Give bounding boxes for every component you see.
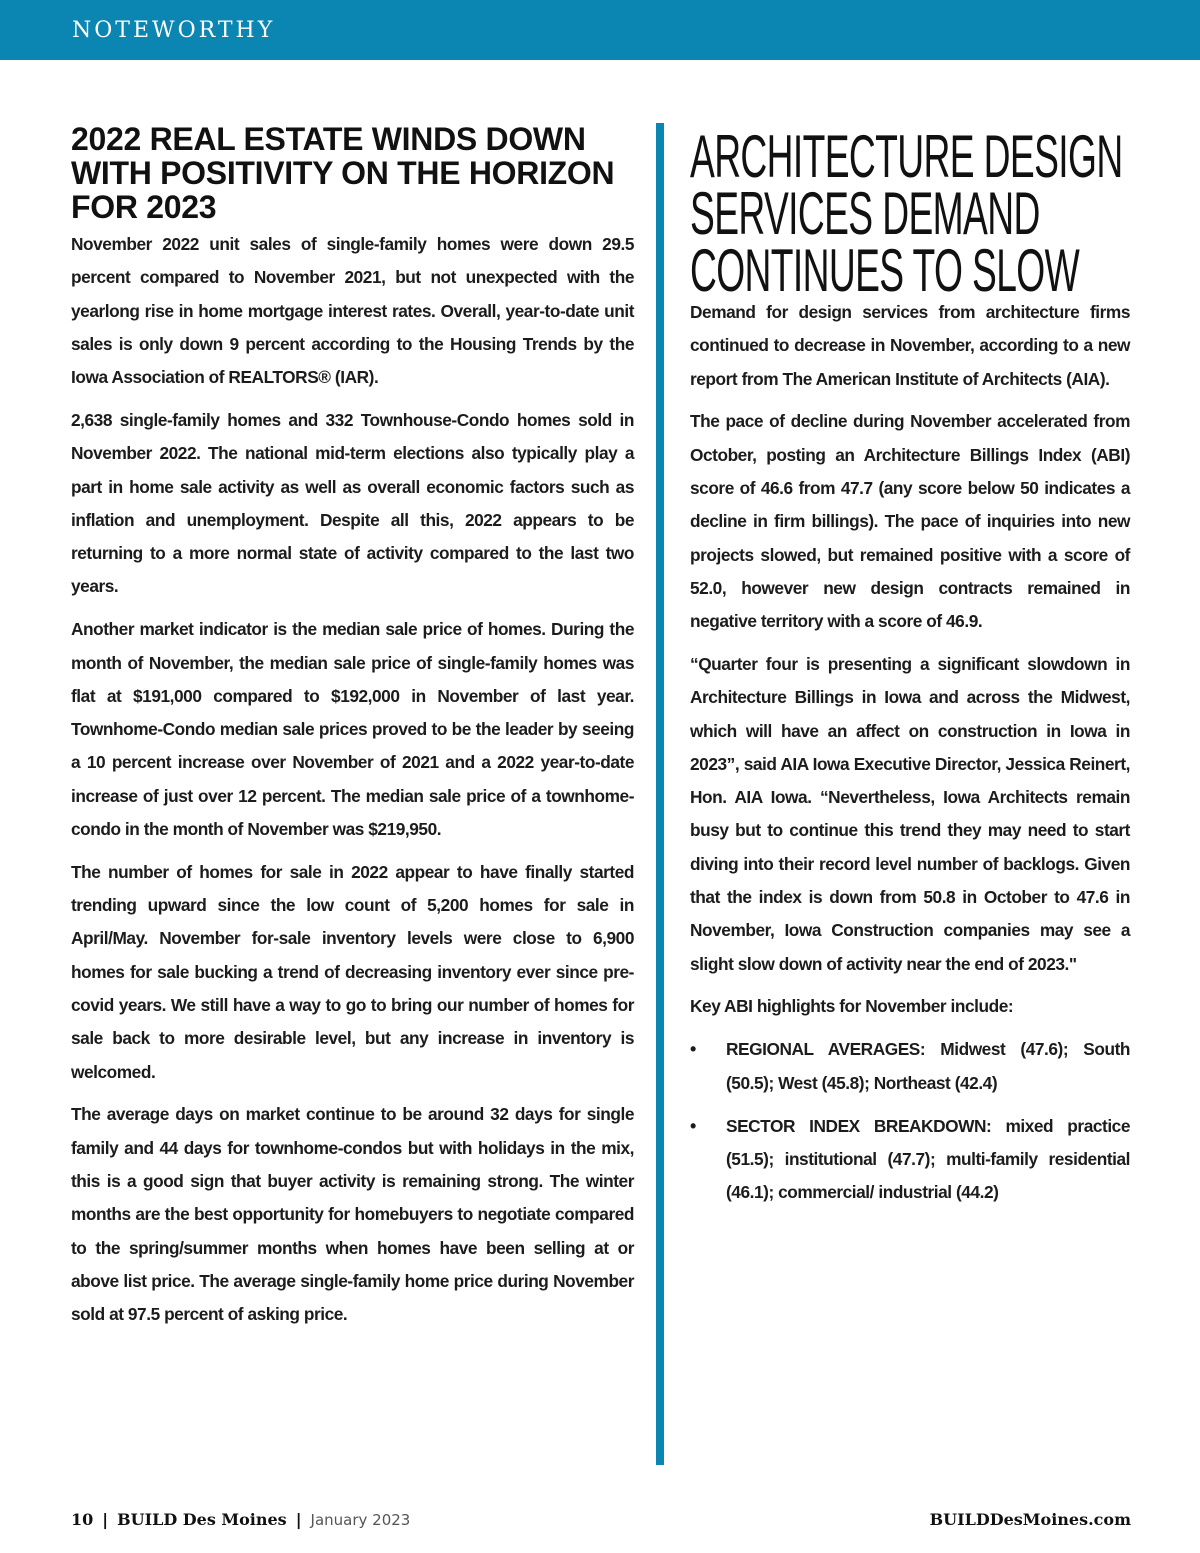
paragraph: Demand for design services from architecture firms continued to decrease in November, according to a new report from The American Institute of Architects (AIA). <box>690 302 1130 389</box>
issue-date: January 2023 <box>310 1511 411 1529</box>
footer-separator: | <box>295 1510 302 1529</box>
paragraph: The pace of decline during November accelerated from October, posting an Architecture Billings Index (ABI) score of 46.6 from 47.7 (any score below 50 indicates a decline in firm billings). The pace of inquiries into new projects slowed, but remained positive with a score of 52.0, however new design contracts remained in negative territory with a score of 46.9. <box>690 411 1130 632</box>
bullet-icon: • <box>690 1115 696 1136</box>
right-article-title: ARCHITECTURE DESIGN SERVICES DEMAND CONTINUES TO SLOW <box>690 123 1123 304</box>
section-label: NOTEWORTHY <box>72 18 276 43</box>
list-item-text: REGIONAL AVERAGES: Midwest (47.6); South (50.5); West (45.8); Northeast (42.4) <box>726 1039 1130 1093</box>
left-article-body <box>71 228 634 1332</box>
paragraph: The average days on market continue to be around 32 days for single family and 44 days for townhome-condos but with holidays in the mix, this is a good sign that buyer activity is remaining strong. The winter months are the best opportunity for homebuyers to negotiate compared to the spring/summer months when homes have been selling at or above list price. The average single-family home price during November sold at 97.5 percent of asking price. <box>71 1104 634 1325</box>
list-item <box>690 1033 1130 1100</box>
magazine-name: BUILD Des Moines <box>117 1510 287 1529</box>
column-divider <box>656 123 664 1465</box>
right-article <box>690 123 1130 1220</box>
left-article <box>71 122 634 1341</box>
paragraph: November 2022 unit sales of single-family homes were down 29.5 percent compared to November 2021, but not unexpected with the yearlong rise in home mortgage interest rates. Overall, year-to-date unit sales is only down 9 percent according to the Housing Trends by the Iowa Association of REALTORS® (IAR). <box>71 234 634 388</box>
paragraph: Another market indicator is the median sale price of homes. During the month of November, the median sale price of single-family homes was flat at $191,000 compared to $192,000 in November of last year. Townhome-Condo median sale prices proved to be the leader by seeing a 10 percent increase over November of 2021 and a 2022 year-to-date increase of just over 12 percent. The median sale price of a townhome-condo in the month of November was $219,950. <box>71 619 634 840</box>
paragraph: “Quarter four is presenting a significant slowdown in Architecture Billings in Iowa and across the Midwest, which will have an affect on construction in Iowa in 2023”, said AIA Iowa Executive Director, Jessica Reinert, Hon. AIA Iowa. “Nevertheless, Iowa Architects remain busy but to continue this trend they may need to start diving into their record level number of backlogs. Given that the index is down from 50.8 in October to 47.6 in November, Iowa Construction companies may see a slight slow down of activity near the end of 2023." <box>690 653 1130 974</box>
website-link[interactable]: BUILDDesMoines.com <box>929 1510 1131 1529</box>
bullet-icon: • <box>690 1039 696 1060</box>
footer-separator: | <box>102 1510 109 1529</box>
left-article-title: 2022 REAL ESTATE WINDS DOWN WITH POSITIVITY ON THE HORIZON FOR 2023 <box>71 121 615 225</box>
abi-highlights-list <box>690 1033 1130 1209</box>
paragraph: Key ABI highlights for November include: <box>690 996 1014 1017</box>
page-number: 10 <box>71 1510 94 1529</box>
list-item <box>690 1110 1130 1210</box>
right-article-body <box>690 296 1130 1024</box>
footer-left <box>71 1508 410 1533</box>
list-item-text: SECTOR INDEX BREAKDOWN: mixed practice (51.5); institutional (47.7); multi-family residential (46.1); commercial/ industrial (44.2) <box>726 1115 1130 1203</box>
section-header-bar <box>0 0 1200 60</box>
paragraph: The number of homes for sale in 2022 appear to have finally started trending upward since the low count of 5,200 homes for sale in April/May. November for-sale inventory levels were close to 6,900 homes for sale bucking a trend of decreasing inventory ever since pre-covid years. We still have a way to go to bring our number of homes for sale back to more desirable level, but any increase in inventory is welcomed. <box>71 861 634 1082</box>
paragraph: 2,638 single-family homes and 332 Townhouse-Condo homes sold in November 2022. The national mid-term elections also typically play a part in home sale activity as well as overall economic factors such as inflation and unemployment. Despite all this, 2022 appears to be returning to a more normal state of activity compared to the last two years. <box>71 409 634 597</box>
page-footer <box>71 1508 1131 1532</box>
